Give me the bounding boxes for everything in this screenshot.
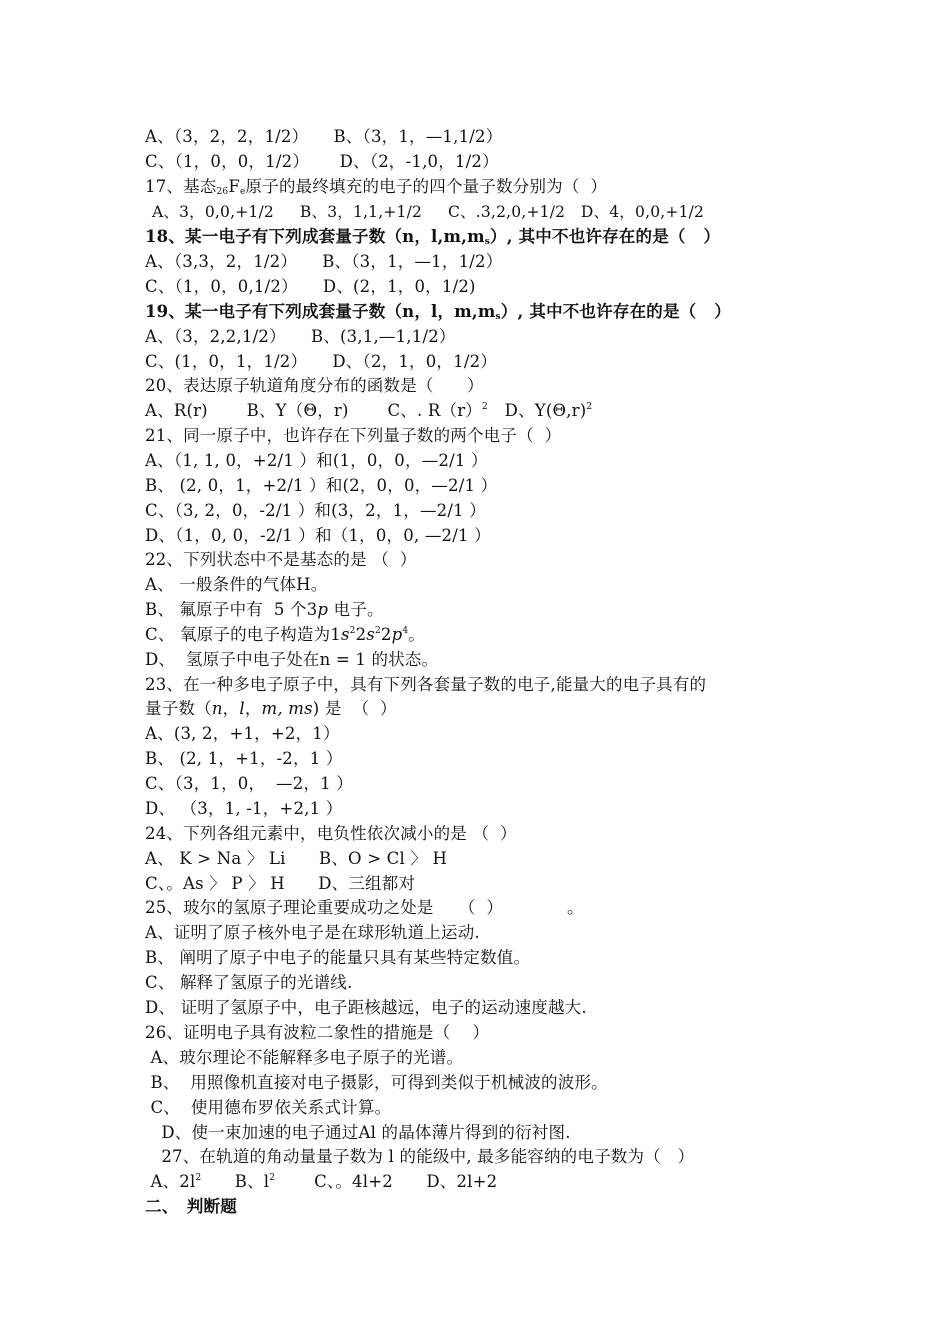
option-line: A、（1, 1, 0，+2/1 ）和(1，0，0，—2/1 ） bbox=[145, 451, 488, 470]
option-line: C、（1，0，0,1/2） D、(2，1，0，1/2) bbox=[145, 277, 476, 296]
option-line: C、 解释了氢原子的光谱线. bbox=[145, 973, 353, 992]
option-line: D、 证明了氢原子中，电子距核越远，电子的运动速度越大. bbox=[145, 998, 587, 1017]
option-line: C、（1，0，0，1/2） D、（2，-1,0，1/2） bbox=[145, 152, 499, 171]
option-line: D、 （3，1, -1，+2,1 ） bbox=[145, 799, 343, 818]
option-line: C、（3, 2，0，-2/1 ）和(3，2，1，—2/1 ） bbox=[145, 501, 486, 520]
question-20: 20、表达原子轨道角度分布的函数是（ ） bbox=[145, 376, 484, 395]
question-17: 17、基态$_{26}F_e$原子的最终填充的电子的四个量子数分别为（ ） bbox=[145, 177, 608, 197]
question-21: 21、同一原子中，也许存在下列量子数的两个电子（ ） bbox=[145, 426, 562, 445]
option-line: A、$2l^2$ B、$l^2$ C、。4l+2 D、2l+2 bbox=[145, 1172, 498, 1191]
question-24: 24、下列各组元素中，电负性依次减小的是 （ ） bbox=[145, 824, 517, 843]
question-26: 26、证明电子具有波粒二象性的措施是（ ） bbox=[145, 1023, 490, 1042]
option-line: A、R(r) B、Y（Θ，r) C、. $R(r)^2$ D、$Y(\Theta,r)^2$ bbox=[145, 401, 593, 420]
option-line: A、（3,3，2，1/2） B、（3，1，—1，1/2） bbox=[145, 252, 503, 271]
option-line: C、 氧原子的电子构造为$1s^22s^22p^4$。 bbox=[145, 625, 425, 644]
question-23: 23、在一种多电子原子中，具有下列各套量子数的电子,能量大的电子具有的 bbox=[145, 675, 707, 694]
question-19: 19、某一电子有下列成套量子数（n，l，$m,m_s$）, 其中不也许存在的是（ ） bbox=[145, 302, 731, 322]
option-line: D、使一束加速的电子通过Al 的晶体薄片得到的衍衬图. bbox=[145, 1123, 571, 1142]
option-line: B、 (2, 0，1，+2/1 ）和(2，0，0，—2/1 ） bbox=[145, 476, 498, 495]
option-line: A、3，0,0,+1/2 B、3，1,1,+1/2 C、.3,2,0,+1/2 D、4，0,0,+1/2 bbox=[152, 203, 705, 221]
question-25: 25、玻尔的氢原子理论重要成功之处是 （ ） 。 bbox=[145, 898, 584, 917]
option-line: C、（3，1，0， —2，1 ） bbox=[145, 774, 353, 793]
option-line: C、 使用德布罗依关系式计算。 bbox=[145, 1098, 392, 1117]
question-22: 22、下列状态中不是基态的是 （ ） bbox=[145, 550, 417, 569]
question-23-cont: 量子数（n，l，m, ms) 是 （ ） bbox=[145, 699, 397, 718]
option-line: A、玻尔理论不能解释多电子原子的光谱。 bbox=[145, 1048, 464, 1067]
option-line: A、 K > Na 〉 Li B、O > Cl 〉 H bbox=[145, 849, 448, 868]
option-line: B、 (2, 1，+1，-2，1 ） bbox=[145, 749, 343, 768]
option-line: C、。As 〉 P 〉 H D、三组都对 bbox=[145, 874, 416, 893]
question-18: 18、某一电子有下列成套量子数（n，$l,m,m_s$）, 其中不也许存在的是（ ） bbox=[145, 227, 721, 247]
option-line: A、（3，2，2，1/2） B、（3，1，—1,1/2） bbox=[145, 127, 503, 146]
question-27: 27、在轨道的角动量量子数为 l 的能级中, 最多能容纳的电子数为（ ） bbox=[145, 1147, 695, 1166]
option-line: D、（1，0, 0，-2/1 ）和（1，0，0, —2/1 ） bbox=[145, 526, 491, 545]
option-line: A、(3, 2，+1，+2，1） bbox=[145, 724, 340, 743]
option-line: A、（3，2,2,1/2） B、(3,1,—1,1/2） bbox=[145, 327, 456, 346]
option-line: D、 氢原子中电子处在n = 1 的状态。 bbox=[145, 650, 439, 669]
option-line: B、 用照像机直接对电子摄影，可得到类似于机械波的波形。 bbox=[145, 1073, 608, 1092]
option-line: B、 氟原子中有 5 个3p 电子。 bbox=[145, 600, 384, 619]
section-heading: 二、 判断题 bbox=[145, 1197, 237, 1216]
option-line: A、证明了原子核外电子是在球形轨道上运动. bbox=[145, 923, 480, 942]
option-line: C、(1，0，1，1/2） D、（2，1，0，1/2） bbox=[145, 352, 497, 371]
option-line: B、 阐明了原子中电子的能量只具有某些特定数值。 bbox=[145, 948, 531, 967]
option-line: A、 一般条件的气体H。 bbox=[145, 575, 328, 594]
